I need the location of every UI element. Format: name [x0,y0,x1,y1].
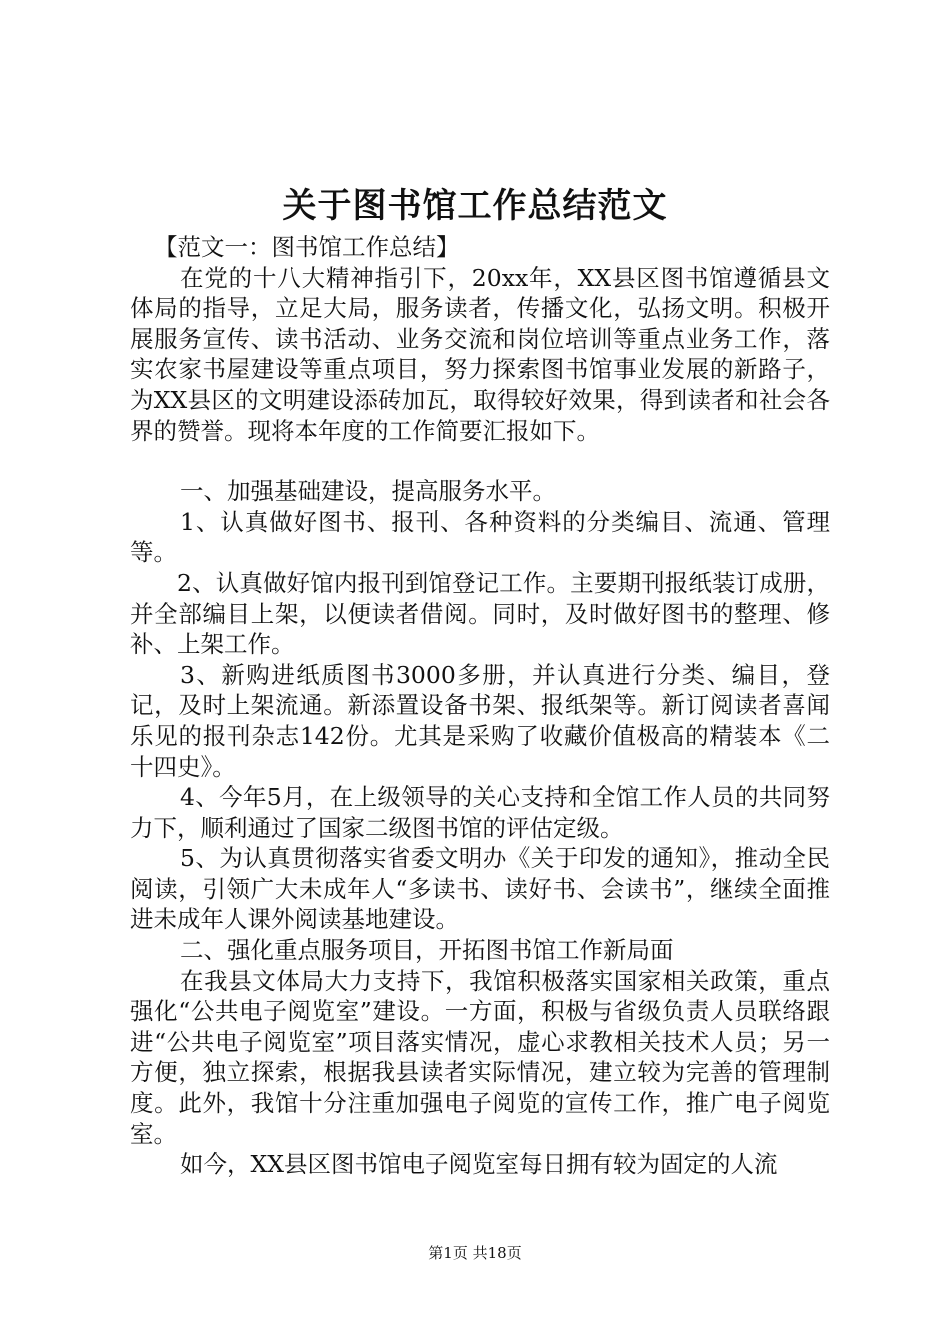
page-footer: 第1页 共18页 [428,1244,522,1262]
paragraph-section-two: 二、强化重点服务项目，开拓图书馆工作新局面 [180,936,674,965]
paragraph-item-5: 5、为认真贯彻落实省委文明办《关于印发的通知》，推动全民阅读，引领广大未成年人“多读书、读好书、会读书”，继续全面推进未成年人课外阅读基地建设。 [130,844,830,934]
paragraph-intro: 在党的十八大精神指引下，20xx年，XX县区图书馆遵循县文体局的指导，立足大局，服务读者，传播文化，弘扬文明。积极开展服务宣传、读书活动、业务交流和岗位培训等重点业务工作，落实农家书屋建设等重点项目，努力探索图书馆事业发展的新路子，为XX县区的文明建设添砖加瓦，取得较好效果，得到读者和社会各界的赞誉。现将本年度的工作简要汇报如下。 [130,263,830,445]
paragraph-item-3: 3、新购进纸质图书3000多册，并认真进行分类、编目，登记，及时上架流通。新添置设备书架、报纸架等。新订阅读者喜闻乐见的报刊杂志142份。尤其是采购了收藏价值极高的精装本《二十四史》。 [130,660,830,781]
paragraph-item-2: 2、认真做好馆内报刊到馆登记工作。主要期刊报纸装订成册，并全部编目上架，以便读者借阅。同时，及时做好图书的整理、修补、上架工作。 [130,568,830,659]
paragraph-item-4: 4、今年5月，在上级领导的关心支持和全馆工作人员的共同努力下，顺利通过了国家二级图书馆的评估定级。 [130,783,830,842]
document-title: 关于图书馆工作总结范文 [282,186,668,226]
paragraph-e-reading: 在我县文体局大力支持下，我馆积极落实国家相关政策，重点强化“公共电子阅览室”建设。一方面，积极与省级负责人员联络跟进“公共电子阅览室”项目落实情况，虚心求教相关技术人员；另一方便，独立探索，根据我县读者实际情况，建立较为完善的管理制度。此外，我馆十分注重加强电子阅览的宣传工作，推广电子阅览室。 [130,966,830,1148]
paragraph-gap [130,446,830,476]
paragraph-now: 如今，XX县区图书馆电子阅览室每日拥有较为固定的人流 [180,1150,778,1179]
paragraph-item-1: 1、认真做好图书、报刊、各种资料的分类编目、流通、管理等。 [130,507,830,567]
document-body [130,232,830,1180]
section-heading: 【范文一：图书馆工作总结】 [154,233,460,261]
paragraph-section-one: 一、加强基础建设，提高服务水平。 [180,477,556,506]
